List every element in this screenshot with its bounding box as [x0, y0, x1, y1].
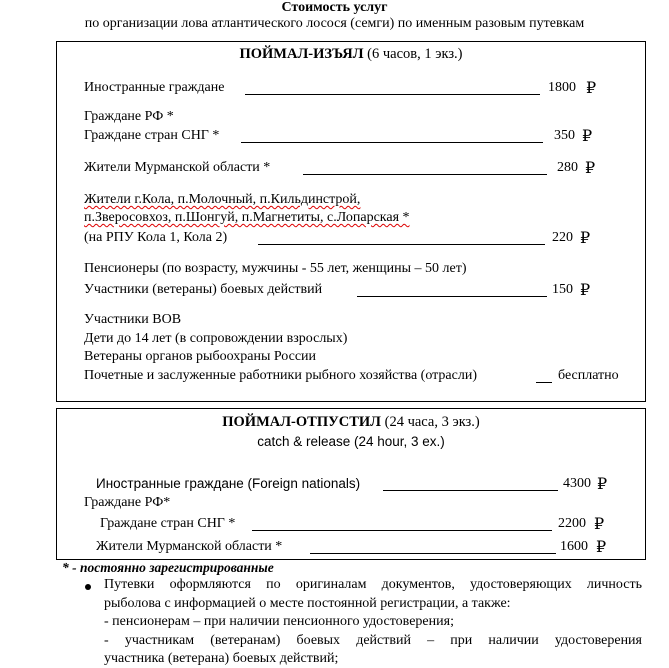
catch-release-heading: ПОЙМАЛ-ОТПУСТИЛ (24 часа, 3 экз.) [222, 414, 480, 430]
cis-label: Граждане стран СНГ * [84, 128, 220, 143]
murmansk-label: Жители Мурманской области * [84, 160, 271, 175]
foreign-price: 1800 [548, 80, 576, 95]
veterans-label: Участники (ветераны) боевых действий [84, 282, 323, 297]
murmansk-price: 1600 [560, 539, 588, 554]
leader-line [252, 530, 552, 531]
kola-rpu-label: (на РПУ Кола 1, Кола 2) [84, 230, 228, 245]
leader-line [536, 382, 552, 383]
children-label: Дети до 14 лет (в сопровождении взрослых) [84, 331, 348, 346]
murmansk-label: Жители Мурманской области * [96, 539, 283, 554]
kola-residents-line1: Жители г.Кола, п.Молочный, п.Кильдинстрой, [84, 192, 361, 207]
bullet-icon [85, 584, 91, 590]
ruble-sign: ₽ [585, 160, 596, 177]
ruble-sign: ₽ [594, 516, 605, 533]
leader-line [357, 296, 547, 297]
pensioners-label: Пенсионеры (по возрасту, мужчины - 55 лет, женщины – 50 лет) [84, 261, 467, 276]
murmansk-price: 280 [557, 160, 578, 175]
free-price: бесплатно [558, 368, 619, 383]
foreign-label: Иностранные граждане (Foreign nationals) [96, 476, 361, 491]
ruble-sign: ₽ [586, 80, 597, 97]
page-subtitle: по организации лова атлантического лосося (семги) по именным разовым путевкам [84, 16, 585, 31]
kola-price: 220 [552, 230, 573, 245]
rf-citizens-label: Граждане РФ * [84, 109, 174, 124]
leader-line [310, 553, 556, 554]
foreign-price: 4300 [563, 476, 591, 491]
notes-bullet-line1: Путевки оформляются по оригиналам документов, удостоверяющих личность [104, 577, 642, 592]
notes-veterans-line2: участника (ветерана) боевых действий; [104, 651, 339, 666]
cis-price: 350 [554, 128, 575, 143]
page-title: Стоимость услуг [281, 0, 388, 15]
leader-line [245, 94, 540, 95]
notes-pensioners: - пенсионерам – при наличии пенсионного удостоверения; [104, 614, 454, 629]
veterans-price: 150 [552, 282, 573, 297]
catch-keep-heading: ПОЙМАЛ-ИЗЪЯЛ (6 часов, 1 экз.) [239, 46, 463, 62]
cis-price: 2200 [558, 516, 586, 531]
honored-workers-label: Почетные и заслуженные работники рыбного хозяйства (отрасли) [84, 368, 477, 383]
ruble-sign: ₽ [580, 230, 591, 247]
ruble-sign: ₽ [580, 282, 591, 299]
notes-veterans-line1: - участникам (ветеранам) боевых действий – при наличии удостоверения [104, 633, 642, 648]
ruble-sign: ₽ [597, 476, 608, 493]
ruble-sign: ₽ [582, 128, 593, 145]
cis-label: Граждане стран СНГ * [100, 516, 236, 531]
catch-release-subtitle: catch & release (24 hour, 3 ex.) [257, 434, 445, 449]
rf-citizens-label: Граждане РФ* [84, 495, 171, 510]
foreign-label: Иностранные граждане [84, 80, 225, 95]
leader-line [303, 174, 547, 175]
leader-line [241, 142, 543, 143]
registration-footnote: * - постоянно зарегистрированные [62, 560, 274, 575]
wwii-label: Участники ВОВ [84, 312, 182, 327]
kola-residents-line2: п.Зверосовхоз, п.Шонгуй, п.Магнетиты, с.Лопарская * [84, 210, 410, 225]
leader-line [383, 490, 558, 491]
leader-line [258, 244, 545, 245]
fish-veterans-label: Ветераны органов рыбоохраны России [84, 349, 317, 364]
ruble-sign: ₽ [596, 539, 607, 556]
notes-bullet-line2: рыболова с информацией о месте постоянной регистрации, а также: [104, 596, 511, 611]
